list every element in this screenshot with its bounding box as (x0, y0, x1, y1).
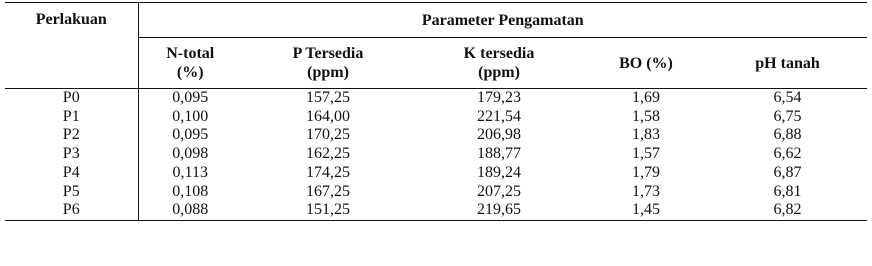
group-header: Parameter Pengamatan (138, 3, 867, 38)
column-header-line1: BO (%) (619, 54, 673, 72)
table-row (5, 108, 867, 127)
row-label-cell: P1 (5, 108, 138, 127)
row-label-cell: P4 (5, 164, 138, 183)
value-cell: 170,25 (306, 126, 350, 144)
column-header-line1: K tersedia (463, 45, 535, 62)
value-cell: 219,65 (414, 201, 584, 220)
row-header-perlakuan: Perlakuan (5, 3, 138, 89)
table-row (5, 164, 867, 183)
value-cell: 6,88 (773, 126, 802, 144)
value-cell: 1,73 (632, 182, 660, 200)
column-header-line1: pH tanah (755, 54, 820, 72)
value-cell: 6,81 (773, 182, 802, 200)
value-cell: 179,23 (477, 89, 521, 106)
column-header-line2: (ppm) (478, 64, 520, 81)
header-row-group (5, 3, 867, 38)
value-cell: 221,54 (477, 107, 521, 125)
table-body (5, 89, 867, 221)
column-header-ph-tanah (708, 38, 867, 89)
value-cell: 189,24 (477, 163, 521, 181)
row-label-cell: P5 (5, 183, 138, 202)
value-cell: 0,100 (172, 107, 209, 125)
table-row (5, 89, 867, 108)
value-cell: 188,77 (477, 145, 521, 163)
value-cell: 0,113 (172, 163, 208, 181)
value-cell: 0,108 (172, 182, 209, 200)
value-cell: 1,45 (584, 201, 708, 220)
value-cell: 0,095 (172, 89, 209, 106)
value-cell: 6,54 (773, 89, 802, 106)
value-cell: 0,088 (138, 201, 242, 220)
value-cell: 1,79 (632, 163, 660, 181)
row-label-cell: P3 (5, 145, 138, 164)
table-row (5, 126, 867, 145)
table-row (5, 145, 867, 164)
value-cell: 157,25 (306, 89, 350, 106)
value-cell: 1,69 (632, 89, 660, 106)
value-cell: 6,82 (708, 201, 867, 220)
column-header-p-tersedia (242, 38, 414, 89)
value-cell: 162,25 (306, 145, 350, 163)
value-cell: 1,57 (632, 145, 660, 163)
value-cell: 6,87 (773, 163, 802, 181)
table-row (5, 183, 867, 202)
value-cell: 164,00 (306, 107, 350, 125)
table-row (5, 201, 867, 220)
row-label-cell: P0 (5, 89, 138, 108)
column-header-bo (584, 38, 708, 89)
column-header-line1: P Tersedia (292, 45, 364, 62)
value-cell: 206,98 (477, 126, 521, 144)
value-cell: 1,83 (632, 126, 660, 144)
row-label-cell: P6 (5, 201, 138, 220)
column-header-line2: (ppm) (307, 64, 349, 81)
column-header-k-tersedia (414, 38, 584, 89)
value-cell: 0,098 (172, 145, 209, 163)
value-cell: 167,25 (306, 182, 350, 200)
column-header-line2: (%) (176, 64, 204, 81)
row-label-cell: P2 (5, 126, 138, 145)
column-header-line1: N-total (166, 45, 215, 62)
column-header-n-total (138, 38, 242, 89)
value-cell: 6,75 (773, 107, 802, 125)
value-cell: 1,58 (632, 107, 660, 125)
value-cell: 174,25 (306, 163, 350, 181)
value-cell: 151,25 (242, 201, 414, 220)
value-cell: 207,25 (477, 182, 521, 200)
value-cell: 0,095 (172, 126, 209, 144)
value-cell: 6,62 (773, 145, 802, 163)
data-table (5, 2, 867, 221)
